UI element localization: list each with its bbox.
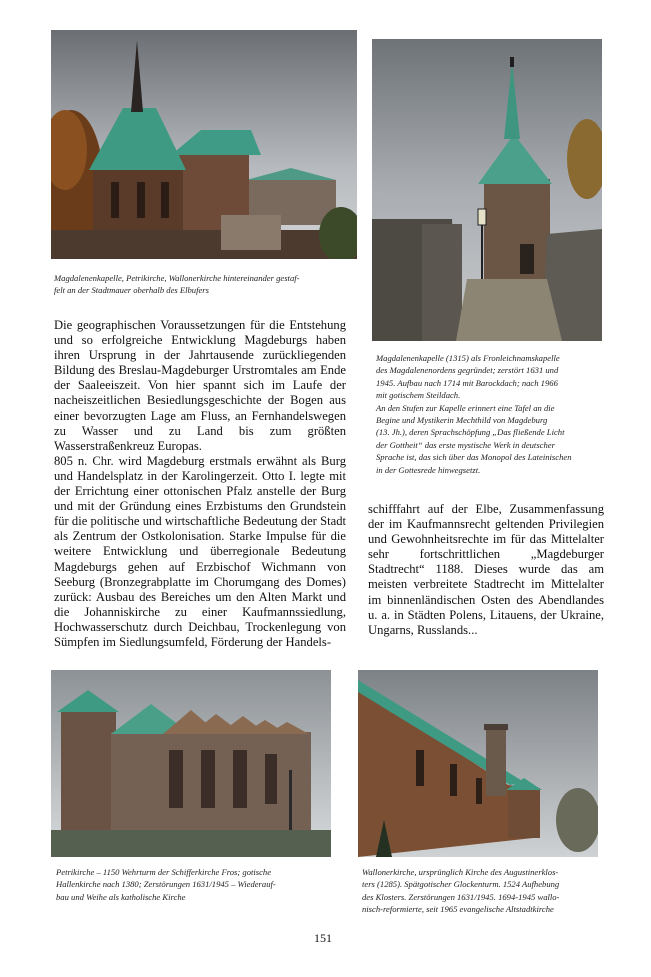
photo-petrikirche <box>51 670 331 857</box>
caption-top-left: Magdalenenkapelle, Petrikirche, Wallonerkirche hintereinander gestaf- felt an der Stadtmauer oberhalb des Elbufers <box>54 273 300 296</box>
page-number: 151 <box>314 931 332 945</box>
body-text-left-column: Die geographischen Voraussetzungen für die Entstehung und so erfolgreiche Entwicklung Magdeburgs haben ihren Ursprung in der Jahrtausende zurückliegenden Bildung des Breslau-Magdeburger Urstromtales am Ende der Saaleeiszeit. Von hier spannt sich im Laufe der nacheiszeitlichen Besiedlungsgeschichte der Bogen aus einer bevorzugten Lage am Fluss, an Fernhandelswegen zu Wasser und zu Land bis zum größten Wasserstraßenkreuz Europas. 805 n. Chr. wird Magdeburg erstmals erwähnt als Burg und Handelsplatz in der Karolingerzeit. Otto I. legte mit der Errichtung einer ottonischen Pfalz anstelle der Burg und mit der Gründung eines Erzbistums den Grundstein für die politische und wirtschaftliche Bedeutung der Stadt als Zentrum der Ostkolonisation. Starke Impulse für die weitere Entwicklung und überregionale Bedeutung Magdeburgs gehen auf Erzbischof Wichmann von Seeburg (Bronzegrabplatte im Chorumgang des Domes) zurück: Ausbau des Bereiches um den Alten Markt und die Johanniskirche zu einer Kaufmannssiedlung, Hochwasserschutz durch Deichbau, Trockenlegung von Sümpfen im Siedlungsumfeld, Förderung der Handels- <box>54 318 346 649</box>
photo-wallonerkirche <box>358 670 598 857</box>
photo-churches-row <box>51 30 357 259</box>
photo-magdalenenkapelle <box>372 39 602 341</box>
caption-bottom-right: Wallonerkirche, ursprünglich Kirche des Augustinerklos- ters (1285). Spätgotischer Glockenturm. 1524 Aufhebung des Klosters. Zerstörungen 1631/1945. 1694-1945 wallo- nisch-reformierte, seit 1965 evangelische Altstadtkirche <box>362 867 560 915</box>
caption-bottom-left: Petrikirche – 1150 Wehrturm der Schifferkirche Fros; gotische Hallenkirche nach 1380; Zerstörungen 1631/1945 – Wiederauf- bau und Weihe als katholische Kirche <box>56 867 276 902</box>
body-text-right-column: schifffahrt auf der Elbe, Zusammenfassung der im Kaufmannsrecht geltenden Privilegien und Gewohnheitsrechte im für das Mittelalter sehr fortschrittlichen „Magdeburger Stadtrecht“ 1188. Dieses wurde das am meisten verbreitete Stadtrecht im Mittelalter im binnenländischen Osten des Abendlandes u. a. in Städten Polens, Litauens, der Ukraine, Ungarns, Russlands... <box>368 502 604 637</box>
caption-top-right: Magdalenenkapelle (1315) als Fronleichnamskapelle des Magdalenenordens gegründet; zerstört 1631 und 1945. Aufbau nach 1714 mit Barockdach; nach 1966 mit gotischem Steildach. An den Stufen zur Kapelle erinnert eine Tafel an die Begine und Mystikerin Mechthild von Magdeburg (13. Jh.), deren Sprachschöpfung „Das fließende Licht der Gottheit“ das erste mystische Werk in deutscher Sprache ist, das sich über das Monopol des Lateinischen in der Gottesrede hinwegsetzt. <box>376 353 572 475</box>
